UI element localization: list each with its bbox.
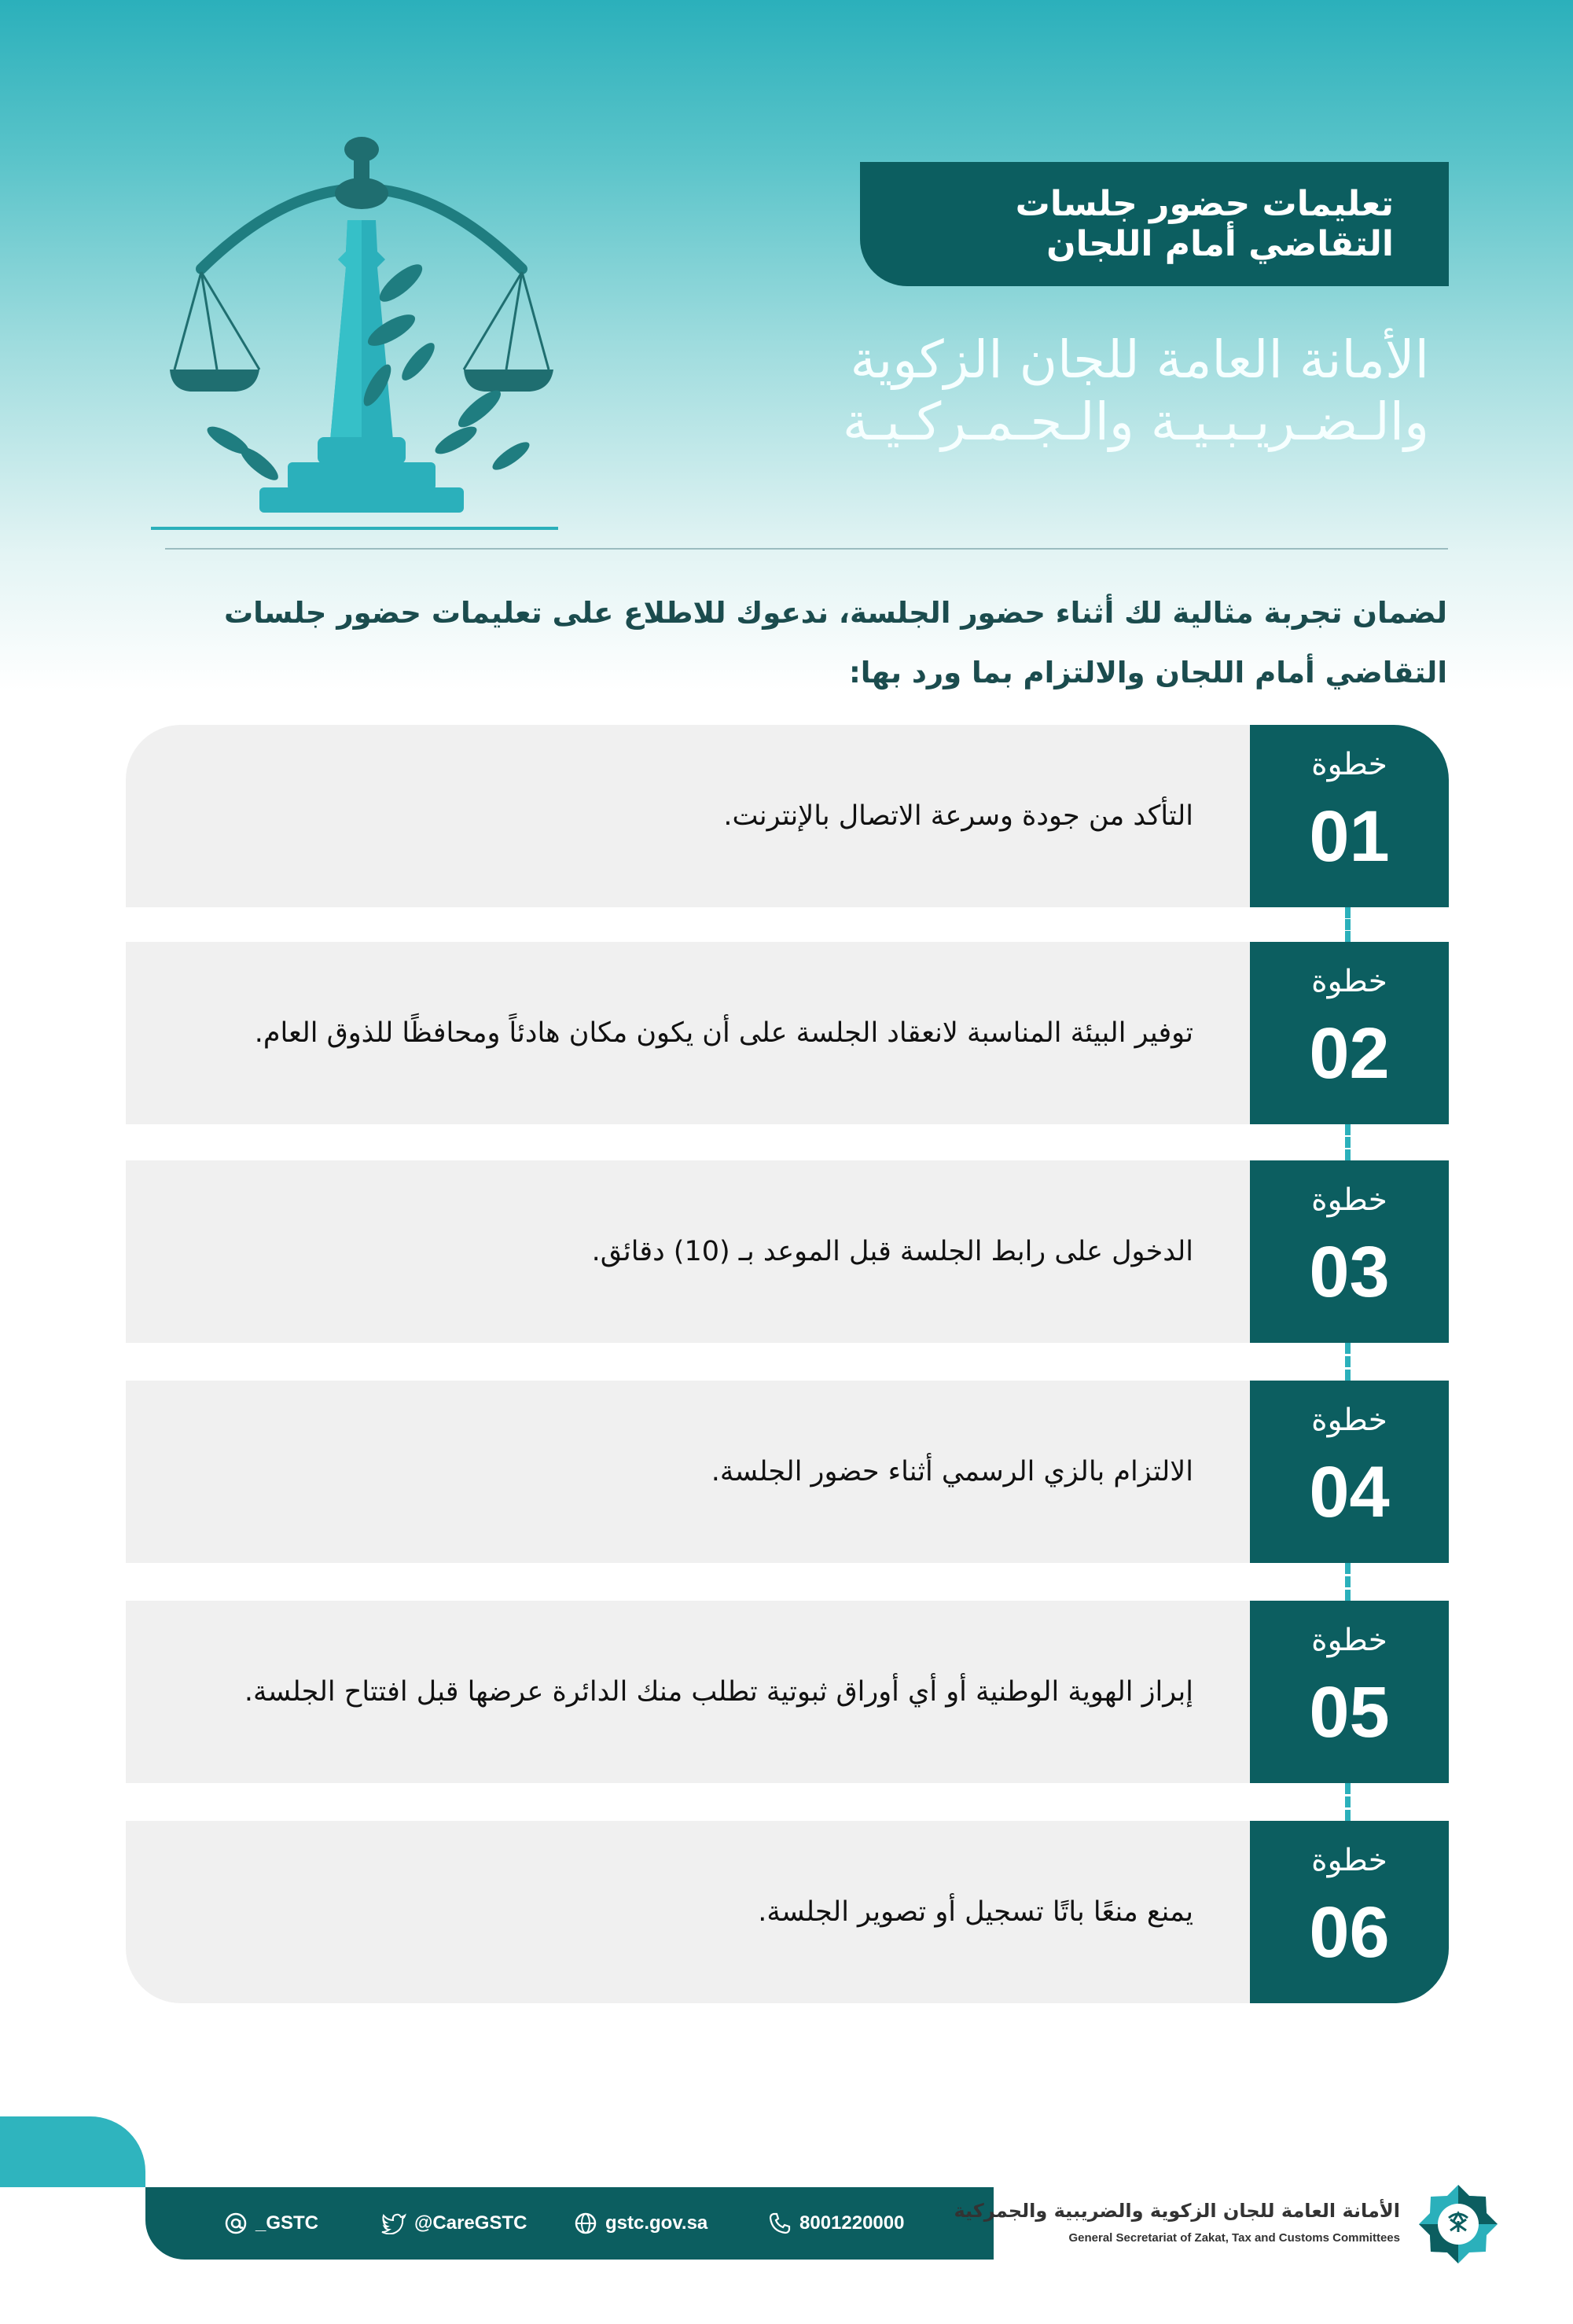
step-text: التأكد من جودة وسرعة الاتصال بالإنترنت. <box>723 800 1193 832</box>
step-card-6 <box>126 1821 1449 2003</box>
step-text-box <box>126 942 1250 1124</box>
step-connector <box>1345 1124 1351 1160</box>
website-url: gstc.gov.sa <box>605 2212 708 2234</box>
logo-name-arabic: الأمانة العامة للجان الزكوية والضريبية والجمركية <box>954 2200 1400 2222</box>
step-card-4 <box>126 1381 1449 1563</box>
step-label: خطوة <box>1311 1403 1387 1438</box>
phone-number: 8001220000 <box>799 2212 905 2234</box>
step-connector <box>1345 1783 1351 1821</box>
step-card-1 <box>126 725 1449 907</box>
step-connector <box>1345 907 1351 942</box>
step-text: يمنع منعًا باتًا تسجيل أو تصوير الجلسة. <box>758 1896 1193 1928</box>
step-text-box <box>126 1381 1250 1563</box>
step-card-2 <box>126 942 1449 1124</box>
step-badge <box>1250 1821 1449 2003</box>
twitter-handle: @CareGSTC <box>414 2212 527 2234</box>
step-text-box <box>126 725 1250 907</box>
title-banner <box>860 162 1449 286</box>
step-number: 02 <box>1309 1013 1390 1094</box>
footer-contact-bar <box>145 2187 994 2260</box>
step-card-5 <box>126 1601 1449 1783</box>
step-badge <box>1250 1601 1449 1783</box>
intro-text: لضمان تجربة مثالية لك أثناء حضور الجلسة، ندعوك للاطلاع على تعليمات حضور جلسات التقاضي أمام اللجان والالتزام بما ورد بها: <box>223 596 1447 689</box>
logo-name-english: General Secretariat of Zakat, Tax and Customs Committees <box>1068 2231 1400 2245</box>
step-label: خطوة <box>1311 964 1387 999</box>
twitter-link[interactable] <box>381 2187 527 2260</box>
instagram-link[interactable] <box>224 2187 318 2260</box>
organization-name <box>722 329 1429 453</box>
website-link[interactable] <box>574 2187 707 2260</box>
step-label: خطوة <box>1311 1843 1387 1878</box>
gstc-logo-icon <box>1415 2181 1501 2267</box>
phone-icon <box>768 2212 792 2235</box>
step-text-box <box>126 1160 1250 1343</box>
step-text: توفير البيئة المناسبة لانعقاد الجلسة على أن يكون مكان هادئاً ومحافظًا للذوق العام. <box>254 1017 1193 1049</box>
at-icon <box>224 2212 248 2235</box>
step-text-box <box>126 1601 1250 1783</box>
step-badge <box>1250 942 1449 1124</box>
step-text: إبراز الهوية الوطنية أو أي أوراق ثبوتية تطلب منك الدائرة عرضها قبل افتتاح الجلسة. <box>244 1676 1193 1708</box>
twitter-icon <box>381 2212 406 2234</box>
step-badge <box>1250 1160 1449 1343</box>
step-card-3 <box>126 1160 1449 1343</box>
footer-accent-tab <box>0 2116 145 2187</box>
org-name-line2: والـضـريـبـيـة والـجـمـركـيـة <box>842 392 1429 453</box>
step-text: الدخول على رابط الجلسة قبل الموعد بـ (10) دقائق. <box>591 1236 1193 1267</box>
globe-icon <box>574 2212 597 2235</box>
step-connector <box>1345 1563 1351 1601</box>
org-name-line1: الأمانة العامة للجان الزكوية <box>850 329 1429 390</box>
step-text-box <box>126 1821 1250 2003</box>
divider <box>165 548 1448 550</box>
step-label: خطوة <box>1311 1623 1387 1658</box>
step-number: 01 <box>1309 796 1390 877</box>
step-number: 05 <box>1309 1672 1390 1752</box>
step-label: خطوة <box>1311 1182 1387 1218</box>
phone-link[interactable] <box>768 2187 904 2260</box>
step-connector <box>1345 1343 1351 1381</box>
scale-of-justice-icon <box>141 126 582 535</box>
step-badge <box>1250 1381 1449 1563</box>
step-number: 04 <box>1309 1452 1390 1532</box>
step-number: 06 <box>1309 1892 1390 1973</box>
step-text: الالتزام بالزي الرسمي أثناء حضور الجلسة. <box>711 1456 1193 1487</box>
step-badge <box>1250 725 1449 907</box>
instagram-handle: _GSTC <box>255 2212 319 2234</box>
step-number: 03 <box>1309 1232 1390 1312</box>
page-title: تعليمات حضور جلسات التقاضي أمام اللجان <box>1015 184 1394 264</box>
step-label: خطوة <box>1311 747 1387 782</box>
